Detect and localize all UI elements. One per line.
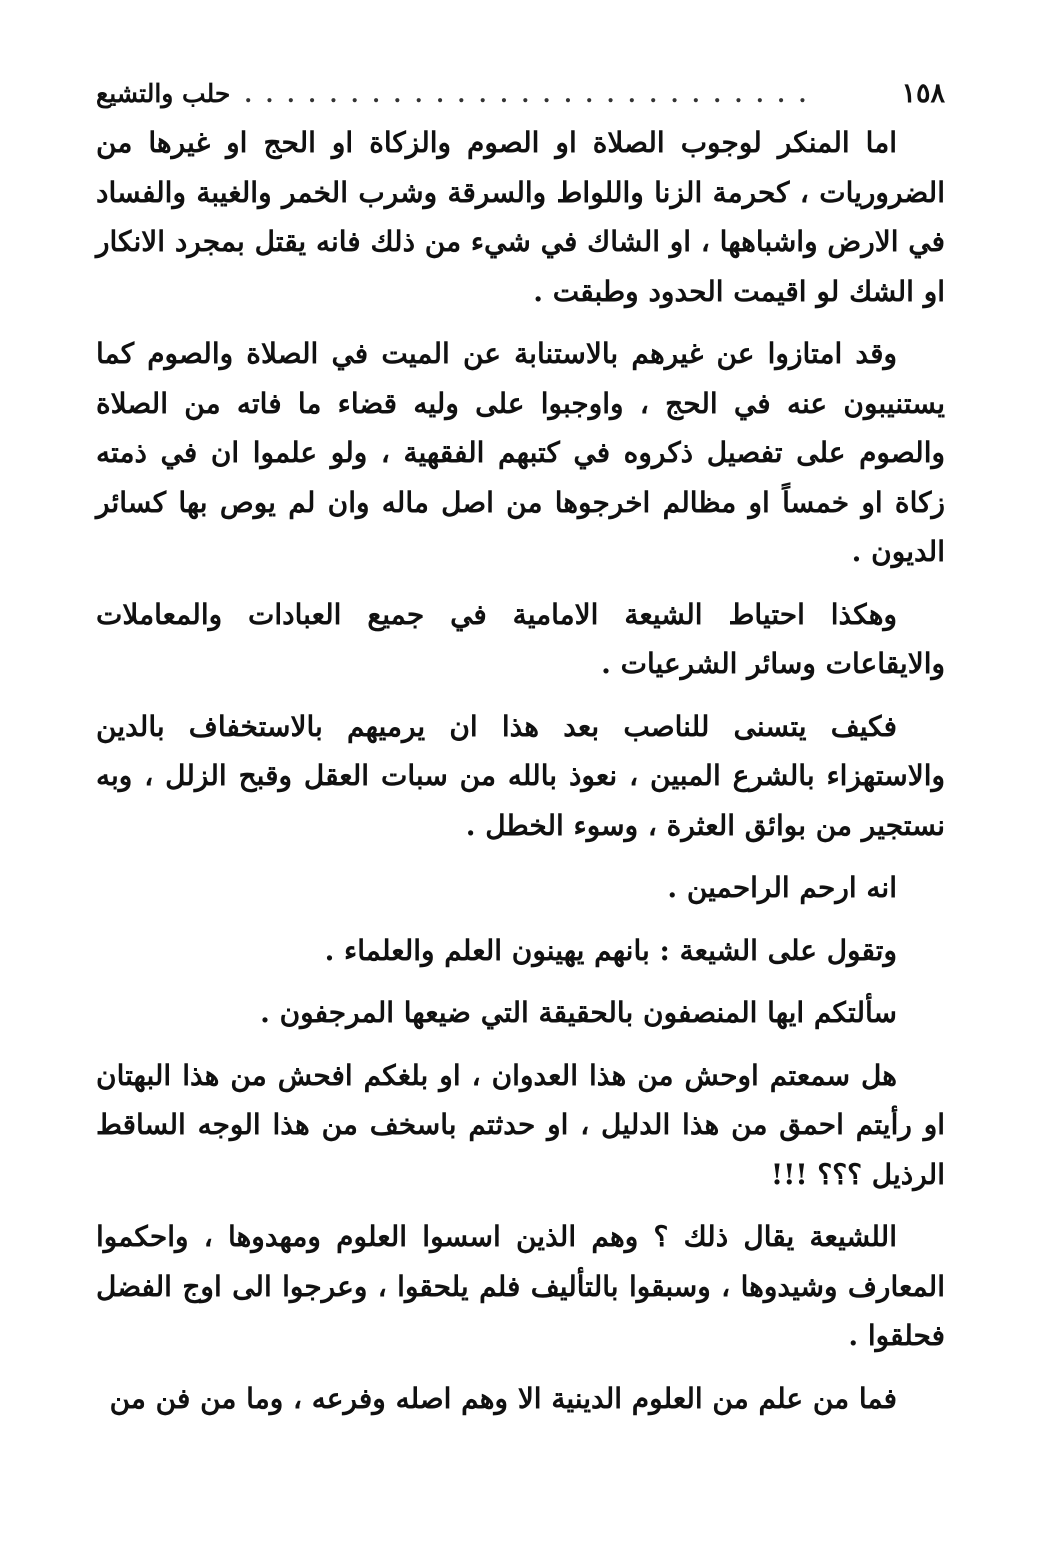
paragraph: اما المنكر لوجوب الصلاة او الصوم والزكاة او الحج او غيرها من الضروريات ، كحرمة الزنا واللواط والسرقة وشرب الخمر والغيبة والفساد في الارض واشباهها ، او الشاك في شيء من ذلك فانه يقتل بمجرد الانكار او الشك لو اقيمت الحدود وطبقت . xyxy=(96,126,945,308)
running-head xyxy=(96,78,945,118)
body-text xyxy=(96,118,945,1423)
page-number: ١٥٨ xyxy=(901,78,945,109)
paragraph: اللشيعة يقال ذلك ؟ وهم الذين اسسوا العلوم ومهدوها ، واحكموا المعارف وشيدوها ، وسبقوا بالتأليف فلم يلحقوا ، وعرجوا الى اوج الفضل فحلقوا . xyxy=(96,1220,945,1352)
paragraph: وقد امتازوا عن غيرهم بالاستنابة عن الميت في الصلاة والصوم كما يستنيبون عنه في الحج ، واوجبوا على وليه قضاء ما فاته من الصلاة والصوم على تفصيل ذكروه في كتبهم الفقهية ، ولو علموا ان في ذمته زكاة او خمساً او مظالم اخرجوها من اصل ماله وان لم يوص بها كسائر الديون . xyxy=(96,337,945,568)
dot-leader: . . . . . . . . . . . . . . . . . . . . . . . . . . . xyxy=(244,82,810,108)
paragraph: انه ارحم الراحمين . xyxy=(667,871,897,904)
running-title: حلب والتشيع xyxy=(96,79,231,108)
paragraph: سألتكم ايها المنصفون بالحقيقة التي ضيعها المرجفون . xyxy=(260,996,897,1029)
paragraph: فكيف يتسنى للناصب بعد هذا ان يرميهم بالاستخفاف بالدين والاستهزاء بالشرع المبين ، نعوذ بالله من سبات العقل وقبح الزلل ، وبه نستجير من بوائق العثرة ، وسوء الخطل . xyxy=(96,709,945,842)
book-page xyxy=(96,78,945,1423)
paragraph: وهكذا احتياط الشيعة الامامية في جميع العبادات والمعاملات والايقاعات وسائر الشرعيات . xyxy=(96,597,945,680)
paragraph: هل سمعتم اوحش من هذا العدوان ، او بلغكم افحش من هذا البهتان او رأيتم احمق من هذا الدليل ، او حدثتم باسخف من هذا الوجه الساقط الرذيل ؟؟؟ !!! xyxy=(96,1058,945,1191)
paragraph: وتقول على الشيعة : بانهم يهينون العلم والعلماء . xyxy=(324,933,897,967)
paragraph: فما من علم من العلوم الدينية الا وهم اصله وفرعه ، وما من فن من xyxy=(109,1381,897,1415)
